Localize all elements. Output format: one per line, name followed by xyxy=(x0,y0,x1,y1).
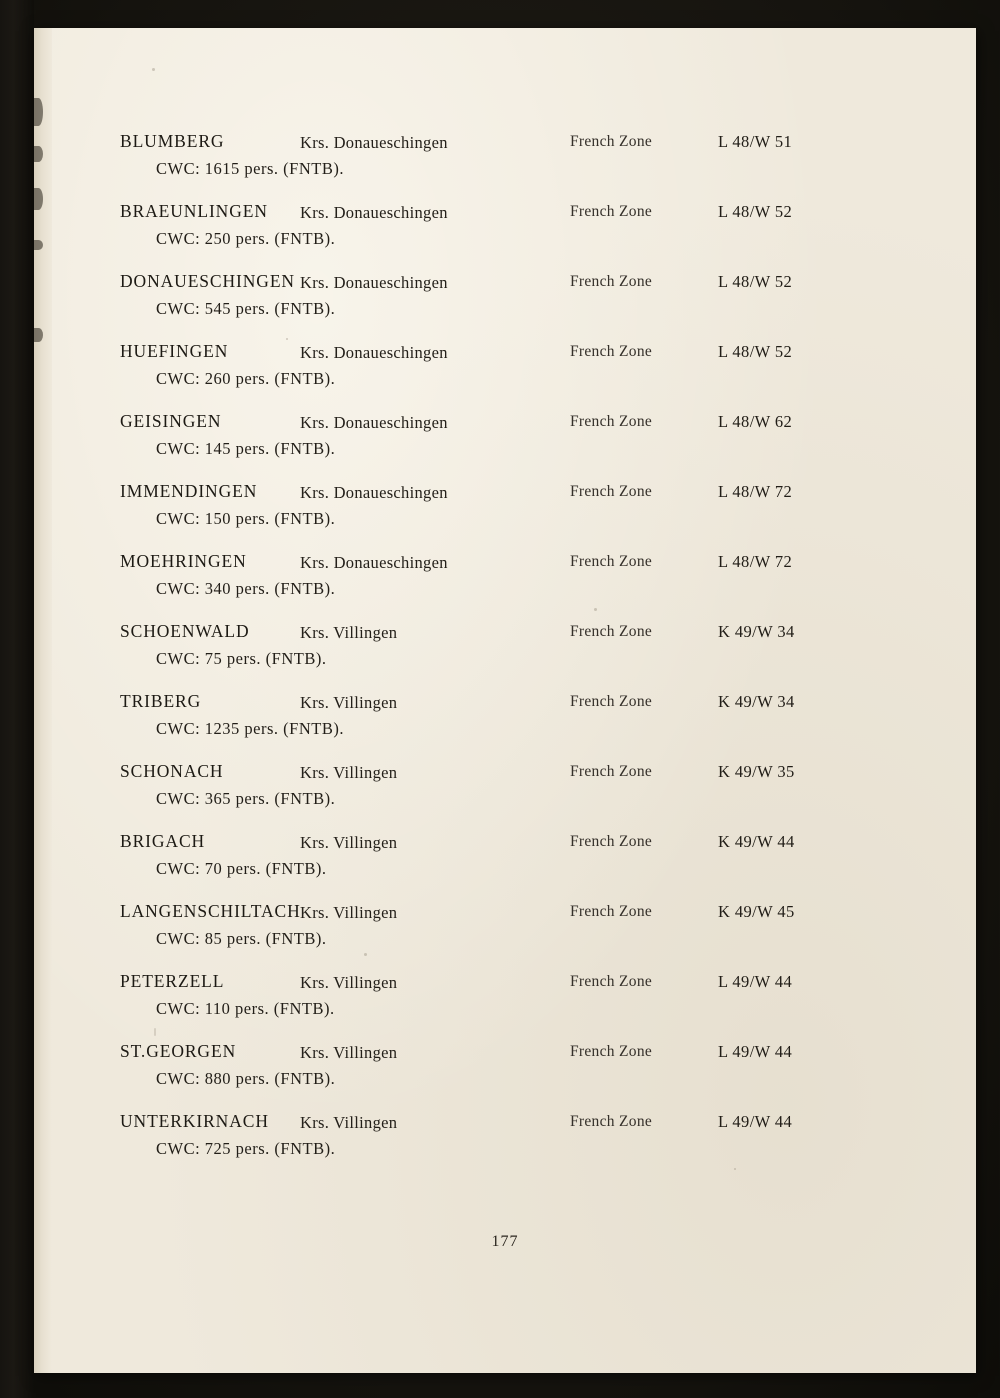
place-name: TRIBERG xyxy=(120,691,202,711)
cwc-capacity-line: CWC: 1615 pers. (FNTB). xyxy=(156,159,344,178)
occupation-zone: French Zone xyxy=(570,903,653,920)
occupation-zone: French Zone xyxy=(570,133,653,150)
place-name: UNTERKIRNACH xyxy=(120,1111,269,1131)
cwc-capacity-line: CWC: 365 pers. (FNTB). xyxy=(156,789,336,808)
kreis-name: Krs. Villingen xyxy=(300,973,398,992)
map-grid-reference: K 49/W 34 xyxy=(718,692,795,711)
cwc-capacity-line: CWC: 145 pers. (FNTB). xyxy=(156,439,336,458)
entry-main-line xyxy=(34,551,976,577)
map-grid-reference: L 48/W 72 xyxy=(718,552,793,571)
cwc-capacity-line: CWC: 725 pers. (FNTB). xyxy=(156,1139,336,1158)
cwc-capacity-line: CWC: 70 pers. (FNTB). xyxy=(156,859,327,878)
map-grid-reference: L 48/W 62 xyxy=(718,412,793,431)
cwc-capacity-line: CWC: 250 pers. (FNTB). xyxy=(156,229,336,248)
cwc-capacity-line: CWC: 75 pers. (FNTB). xyxy=(156,649,327,668)
kreis-name: Krs. Donaueschingen xyxy=(300,413,448,432)
kreis-name: Krs. Villingen xyxy=(300,693,398,712)
occupation-zone: French Zone xyxy=(570,413,653,430)
map-grid-reference: L 48/W 72 xyxy=(718,482,793,501)
entry-main-line xyxy=(34,201,976,227)
entry-row xyxy=(34,1041,976,1111)
place-name: IMMENDINGEN xyxy=(120,481,258,501)
entry-main-line xyxy=(34,761,976,787)
kreis-name: Krs. Villingen xyxy=(300,1043,398,1062)
map-grid-reference: L 49/W 44 xyxy=(718,972,793,991)
entry-list xyxy=(34,28,976,1373)
map-grid-reference: K 49/W 35 xyxy=(718,762,795,781)
cwc-capacity-line: CWC: 260 pers. (FNTB). xyxy=(156,369,336,388)
occupation-zone: French Zone xyxy=(570,623,653,640)
entry-row xyxy=(34,201,976,271)
place-name: SCHONACH xyxy=(120,761,224,781)
place-name: HUEFINGEN xyxy=(120,341,229,361)
occupation-zone: French Zone xyxy=(570,763,653,780)
kreis-name: Krs. Donaueschingen xyxy=(300,203,448,222)
cwc-capacity-line: CWC: 110 pers. (FNTB). xyxy=(156,999,335,1018)
place-name: BRAEUNLINGEN xyxy=(120,201,268,221)
kreis-name: Krs. Villingen xyxy=(300,623,398,642)
entry-row xyxy=(34,971,976,1041)
kreis-name: Krs. Villingen xyxy=(300,903,398,922)
book-gutter xyxy=(0,0,34,1398)
map-grid-reference: L 48/W 51 xyxy=(718,132,793,151)
place-name: GEISINGEN xyxy=(120,411,222,431)
cwc-capacity-line: CWC: 545 pers. (FNTB). xyxy=(156,299,336,318)
entry-main-line xyxy=(34,411,976,437)
entry-row xyxy=(34,551,976,621)
entry-row xyxy=(34,411,976,481)
occupation-zone: French Zone xyxy=(570,273,653,290)
occupation-zone: French Zone xyxy=(570,973,653,990)
occupation-zone: French Zone xyxy=(570,833,653,850)
entry-row xyxy=(34,691,976,761)
entry-row xyxy=(34,761,976,831)
kreis-name: Krs. Villingen xyxy=(300,1113,398,1132)
entry-main-line xyxy=(34,481,976,507)
occupation-zone: French Zone xyxy=(570,553,653,570)
map-grid-reference: L 49/W 44 xyxy=(718,1042,793,1061)
occupation-zone: French Zone xyxy=(570,343,653,360)
entry-row xyxy=(34,901,976,971)
kreis-name: Krs. Villingen xyxy=(300,763,398,782)
place-name: MOEHRINGEN xyxy=(120,551,247,571)
entry-row xyxy=(34,831,976,901)
kreis-name: Krs. Donaueschingen xyxy=(300,343,448,362)
entry-main-line xyxy=(34,1111,976,1137)
kreis-name: Krs. Donaueschingen xyxy=(300,553,448,572)
place-name: SCHOENWALD xyxy=(120,621,250,641)
cwc-capacity-line: CWC: 1235 pers. (FNTB). xyxy=(156,719,344,738)
occupation-zone: French Zone xyxy=(570,1113,653,1130)
occupation-zone: French Zone xyxy=(570,1043,653,1060)
map-grid-reference: K 49/W 34 xyxy=(718,622,795,641)
entry-row xyxy=(34,271,976,341)
map-grid-reference: L 48/W 52 xyxy=(718,272,793,291)
place-name: ST.GEORGEN xyxy=(120,1041,237,1061)
page-number: 177 xyxy=(491,1233,519,1250)
entry-main-line xyxy=(34,1041,976,1067)
entry-main-line xyxy=(34,691,976,717)
place-name: BLUMBERG xyxy=(120,131,225,151)
entry-row xyxy=(34,131,976,201)
kreis-name: Krs. Donaueschingen xyxy=(300,483,448,502)
entry-main-line xyxy=(34,271,976,297)
entry-row xyxy=(34,481,976,551)
entry-main-line xyxy=(34,131,976,157)
occupation-zone: French Zone xyxy=(570,203,653,220)
entry-main-line xyxy=(34,831,976,857)
occupation-zone: French Zone xyxy=(570,693,653,710)
entry-main-line xyxy=(34,341,976,367)
cwc-capacity-line: CWC: 85 pers. (FNTB). xyxy=(156,929,327,948)
cwc-capacity-line: CWC: 150 pers. (FNTB). xyxy=(156,509,336,528)
entry-row xyxy=(34,1111,976,1181)
entry-row xyxy=(34,621,976,691)
place-name: BRIGACH xyxy=(120,831,206,851)
map-grid-reference: K 49/W 45 xyxy=(718,902,795,921)
entry-main-line xyxy=(34,901,976,927)
map-grid-reference: K 49/W 44 xyxy=(718,832,795,851)
entry-main-line xyxy=(34,621,976,647)
map-grid-reference: L 48/W 52 xyxy=(718,342,793,361)
entry-row xyxy=(34,341,976,411)
kreis-name: Krs. Donaueschingen xyxy=(300,273,448,292)
place-name: LANGENSCHILTACH xyxy=(120,901,301,921)
cwc-capacity-line: CWC: 880 pers. (FNTB). xyxy=(156,1069,336,1088)
cwc-capacity-line: CWC: 340 pers. (FNTB). xyxy=(156,579,336,598)
occupation-zone: French Zone xyxy=(570,483,653,500)
kreis-name: Krs. Donaueschingen xyxy=(300,133,448,152)
kreis-name: Krs. Villingen xyxy=(300,833,398,852)
map-grid-reference: L 49/W 44 xyxy=(718,1112,793,1131)
document-page xyxy=(34,28,976,1373)
place-name: DONAUESCHINGEN xyxy=(120,271,295,291)
place-name: PETERZELL xyxy=(120,971,225,991)
entry-main-line xyxy=(34,971,976,997)
map-grid-reference: L 48/W 52 xyxy=(718,202,793,221)
